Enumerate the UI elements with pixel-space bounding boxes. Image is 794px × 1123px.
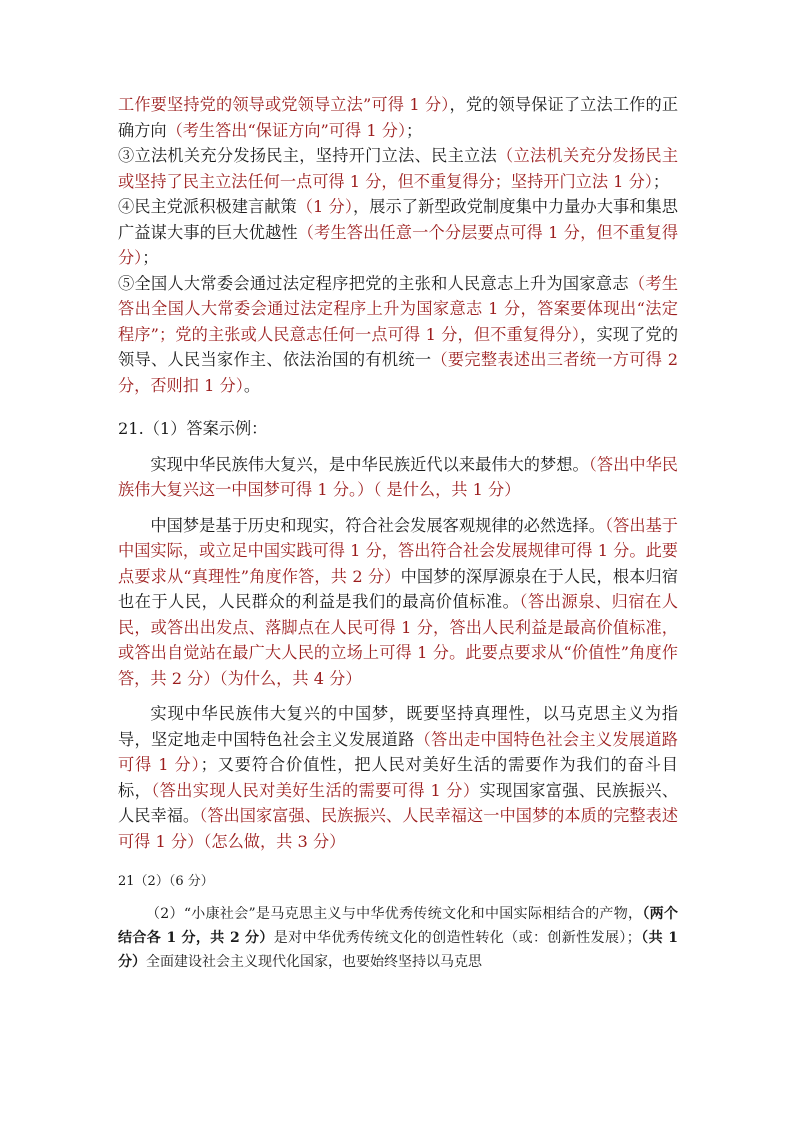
question-21-1-heading: 21.（1）答案示例： bbox=[118, 419, 268, 438]
scoring-note-text: 分） bbox=[419, 95, 450, 114]
answer-text: ，实现了党的领导、人民当家作主、依法治国的有机统一 bbox=[118, 324, 679, 369]
answer-text: 实现国家富强、民族振兴、人民幸福。 bbox=[118, 780, 679, 825]
answer-text: ，党的领导保证了立法工作的正确方向 bbox=[118, 95, 679, 140]
scoring-note-text: （考生答出任意一个分层要点可得 1 分，但不重复得分） bbox=[118, 222, 679, 267]
answer-text: 。 bbox=[243, 375, 260, 395]
bold-score-text: （两个结合各 1 分，共 2 分） bbox=[118, 906, 678, 946]
scoring-point-5 bbox=[118, 271, 678, 399]
scoring-point-4 bbox=[118, 194, 678, 271]
scoring-note-text: （答出国家富强、民族振兴、人民幸福这一中国梦的本质的完整表述可得 1 分）（怎么做，共 3 分） bbox=[118, 806, 679, 851]
scoring-note-text: （要完整表述出三者统一方可得 2 分，否则扣 1 分） bbox=[118, 350, 678, 395]
scoring-note-text: （立法机关充分发扬民主或坚持了民主立法任何一点可得 1 分，但不重复得分；坚持开门立法 1 分） bbox=[118, 146, 679, 191]
answer-how-paragraph bbox=[118, 701, 678, 854]
answer-text: 全面建设社会主义现代化国家，也要始终坚持以马克思 bbox=[146, 954, 482, 970]
answer-text: ； bbox=[406, 120, 423, 140]
answer-text: ③立法机关充分发扬民主，坚持开门立法、民主立法 bbox=[118, 146, 498, 165]
scoring-note-text: （1 分） bbox=[296, 197, 353, 216]
answer-text: ； bbox=[652, 171, 670, 191]
answer-text: ，展示了新型政党制度集中力量办大事和集思广益谋大事的巨大优越性 bbox=[118, 197, 678, 242]
scoring-note-text: 1 bbox=[409, 95, 420, 114]
answer-text: 中国梦的深厚源泉在于人民，根本归宿也在于人民，人民群众的利益是我们的最高价值标准。 bbox=[118, 566, 679, 611]
answer-text: ；又要符合价值性，把人民对美好生活的需要作为我们的奋斗目标， bbox=[118, 755, 678, 800]
question-21-2-heading: 21（2）（6 分） bbox=[118, 874, 214, 889]
answer-text: （2）“小康社会”是马克思主义与中华优秀传统文化和中国实际相结合的产物， bbox=[146, 906, 643, 922]
answer-text: ④民主党派积极建言献策 bbox=[118, 197, 297, 216]
answer-why-paragraph bbox=[118, 513, 678, 692]
scoring-note-text: 工作要坚持党的领导或党领导立法”可得 bbox=[118, 95, 410, 114]
scoring-note-text: （考生答出“保证方向”可得 1 分） bbox=[166, 120, 407, 140]
answer-text: 实现中华民族伟大复兴的中国梦，既要坚持真理性，以马克思主义为指导，坚定地走中国特色社会主义发展道路 bbox=[118, 704, 678, 749]
answer-text: ； bbox=[142, 248, 159, 267]
scoring-point-2-continued bbox=[118, 92, 678, 143]
scoring-note-text: （答出基于中国实际，或立足中国实践可得 1 分，答出符合社会发展规律可得 1 分。此要点要求从“真理性”角度作答，共 2 分） bbox=[118, 515, 678, 586]
answer-text: ⑤全国人大常委会通过法定程序把党的主张和人民意志上升为国家意志 bbox=[118, 273, 629, 293]
bold-score-text: （共 1 分） bbox=[118, 930, 678, 970]
scoring-note-text: （答出走中国特色社会主义发展道路可得 1 分） bbox=[118, 729, 678, 774]
scoring-note-text: （答出实现人民对美好生活的需要可得 1 分） bbox=[151, 780, 480, 800]
answer-21-2-paragraph bbox=[118, 902, 678, 974]
answer-text: 是对中华优秀传统文化的创造性转化（或：创新性发展）； bbox=[273, 930, 641, 946]
scoring-point-3 bbox=[118, 143, 678, 194]
answer-text: 实现中华民族伟大复兴，是中华民族近代以来最伟大的梦想。 bbox=[150, 454, 589, 474]
document-page bbox=[118, 92, 678, 974]
scoring-note-text: （考生答出全国人大常委会通过法定程序上升为国家意志 1 分，答案要体现出“法定程序”；党的主张或人民意志任何一点可得 1 分，但不重复得分） bbox=[118, 273, 679, 344]
scoring-note-text: （答出源泉、归宿在人民，或答出出发点、落脚点在人民可得 1 分，答出人民利益是最高价值标准，或答出自觉站在最广大人民的立场上可得 1 分。此要点要求从“价值性”角度作答，共 2 分）（为什么，共 4 分） bbox=[118, 592, 678, 688]
answer-what-paragraph bbox=[118, 452, 678, 503]
answer-text: 中国梦是基于历史和现实，符合社会发展客观规律的必然选择。 bbox=[150, 515, 605, 535]
scoring-note-text: （答出中华民族伟大复兴这一中国梦可得 1 分。）（ 是什么，共 1 分） bbox=[118, 454, 678, 499]
